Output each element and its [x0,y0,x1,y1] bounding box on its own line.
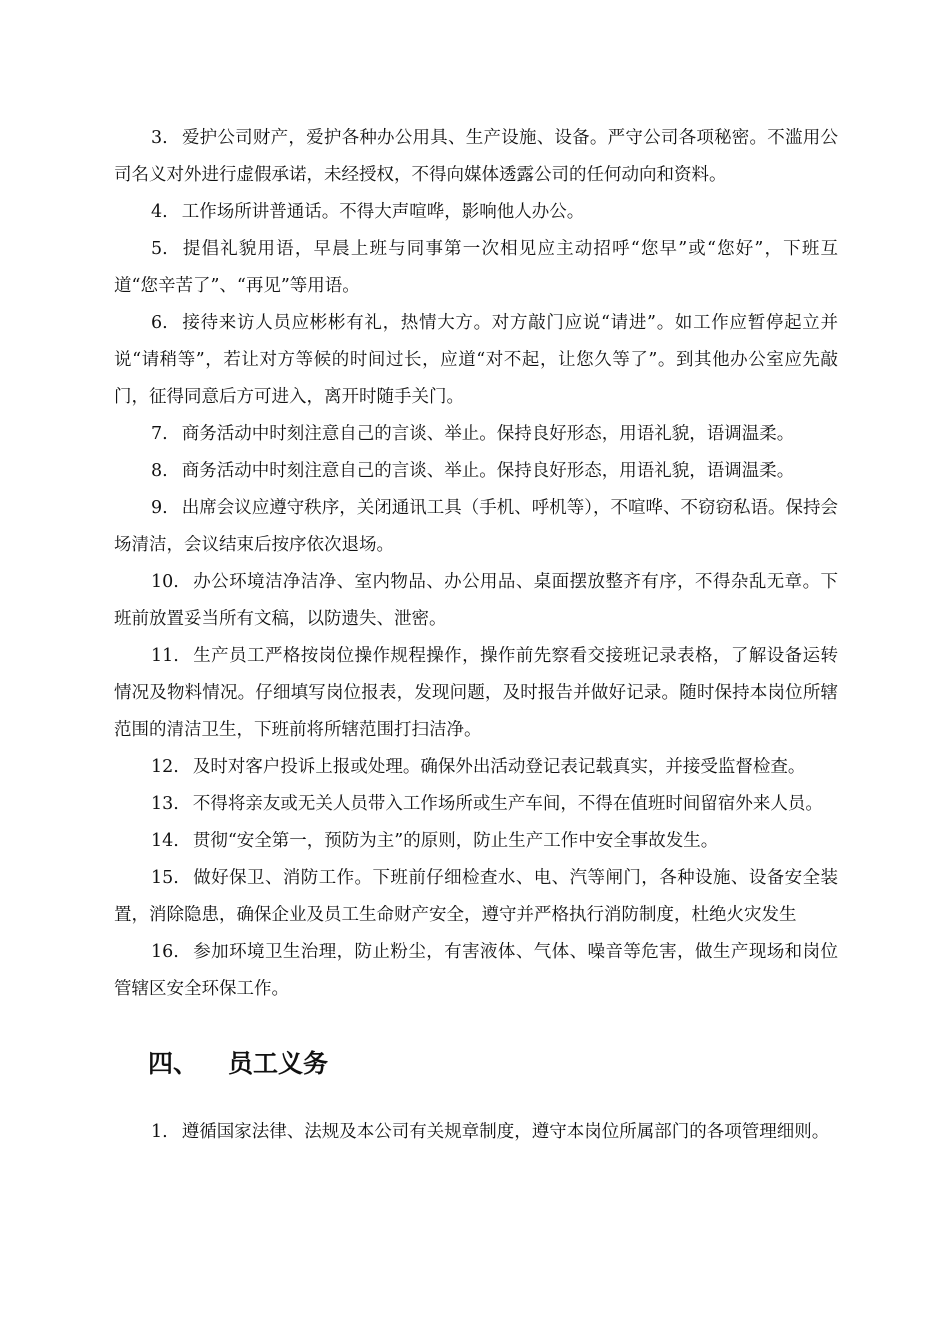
item-text: 及时对客户投诉上报或处理。确保外出活动登记表记载真实，并接受监督检查。 [192,757,806,777]
item-text: 提倡礼貌用语，早晨上班与同事第一次相见应主动招呼“您早”或“您好”，下班互道“您辛苦了”、“再见”等用语。 [114,239,838,296]
list-item [114,638,838,749]
list-item [114,453,838,490]
item-text: 参加环境卫生治理，防止粉尘，有害液体、气体、噪音等危害，做生产现场和岗位管辖区安全环保工作。 [114,942,838,999]
item-number: 6. [151,313,168,333]
item-text: 商务活动中时刻注意自己的言谈、举止。保持良好形态，用语礼貌，语调温柔。 [181,461,795,481]
item-number: 16. [151,942,179,962]
item-number: 10. [151,572,179,592]
list-item [114,120,838,194]
list-item [114,416,838,453]
item-number: 11. [151,646,179,666]
document-page [114,120,838,1151]
duties-list [114,1114,838,1151]
item-text: 接待来访人员应彬彬有礼，热情大方。对方敲门应说“请进”。如工作应暂停起立并说“请稍等”，若让对方等候的时间过长，应道“对不起，让您久等了”。到其他办公室应先敲门，征得同意后方可进入，离开时随手关门。 [114,313,838,407]
section-heading [114,1044,838,1084]
list-item [114,564,838,638]
list-item [114,231,838,305]
item-number: 7. [151,424,168,444]
item-number: 8. [151,461,168,481]
rules-list [114,120,838,1008]
list-item [114,786,838,823]
item-text: 遵循国家法律、法规及本公司有关规章制度，遵守本岗位所属部门的各项管理细则。 [181,1122,830,1142]
item-number: 1. [151,1122,168,1142]
list-item [114,823,838,860]
list-item [114,749,838,786]
item-text: 商务活动中时刻注意自己的言谈、举止。保持良好形态，用语礼貌，语调温柔。 [181,424,795,444]
item-text: 爱护公司财产，爱护各种办公用具、生产设施、设备。严守公司各项秘密。不滥用公司名义对外进行虚假承诺，未经授权，不得向媒体透露公司的任何动向和资料。 [114,128,838,185]
item-number: 5. [151,239,168,259]
item-text: 不得将亲友或无关人员带入工作场所或生产车间，不得在值班时间留宿外来人员。 [192,794,823,814]
item-number: 14. [151,831,179,851]
list-item [114,305,838,416]
item-number: 3. [151,128,168,148]
item-text: 工作场所讲普通话。不得大声喧哗，影响他人办公。 [181,202,585,222]
item-number: 15. [151,868,179,888]
item-number: 13. [151,794,179,814]
list-item [114,490,838,564]
list-item [114,194,838,231]
item-number: 12. [151,757,179,777]
item-number: 4. [151,202,168,222]
list-item [114,1114,838,1151]
section-title: 员工义务 [228,1049,329,1078]
item-number: 9. [151,498,168,518]
item-text: 贯彻“安全第一，预防为主”的原则，防止生产工作中安全事故发生。 [192,831,719,851]
list-item [114,934,838,1008]
section-number: 四、 [148,1049,199,1078]
item-text: 出席会议应遵守秩序，关闭通讯工具（手机、呼机等），不喧哗、不窃窃私语。保持会场清洁，会议结束后按序依次退场。 [114,498,838,555]
item-text: 办公环境洁净洁净、室内物品、办公用品、桌面摆放整齐有序，不得杂乱无章。下班前放置妥当所有文稿，以防遗失、泄密。 [114,572,838,629]
list-item [114,860,838,934]
item-text: 做好保卫、消防工作。下班前仔细检查水、电、汽等闸门，各种设施、设备安全装置，消除隐患，确保企业及员工生命财产安全，遵守并严格执行消防制度，杜绝火灾发生 [114,868,838,925]
item-text: 生产员工严格按岗位操作规程操作，操作前先察看交接班记录表格，了解设备运转情况及物料情况。仔细填写岗位报表，发现问题，及时报告并做好记录。随时保持本岗位所辖范围的清洁卫生，下班前将所辖范围打扫洁净。 [114,646,838,740]
